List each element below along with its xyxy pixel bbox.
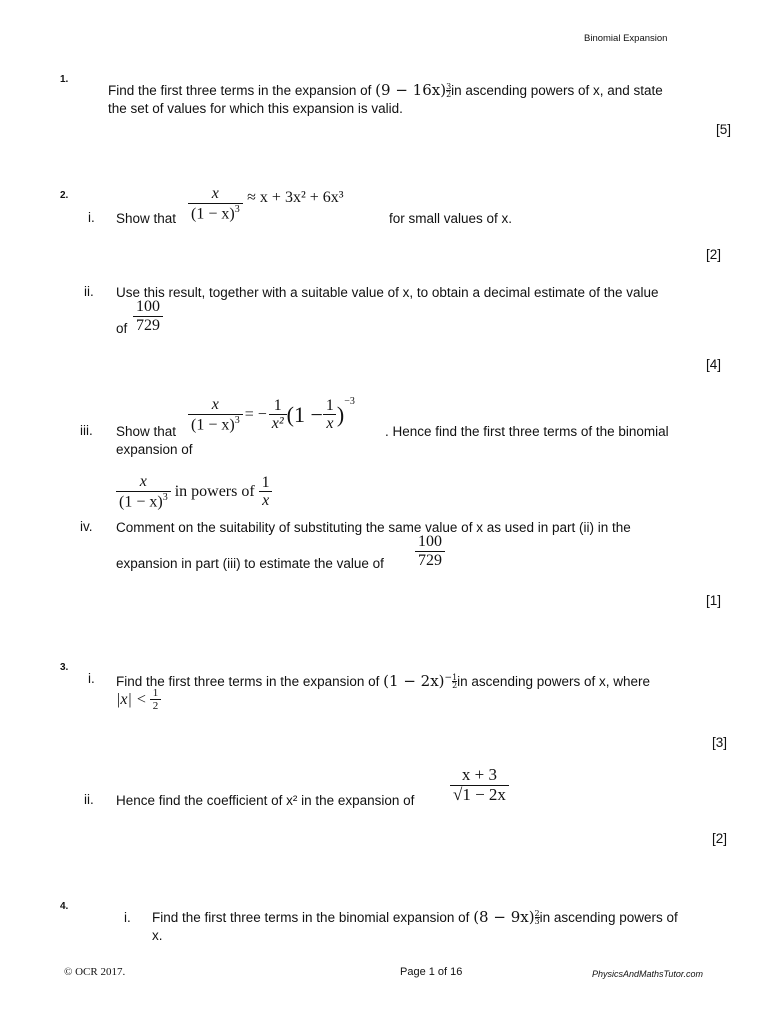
footer-copyright: © OCR 2017. bbox=[64, 966, 126, 978]
q3-ii-fraction: $\frac{x + 3}{√1 - 2x}$ bbox=[450, 766, 509, 804]
q2-iii-text-b: . Hence find the first three terms of the binomial bbox=[385, 424, 669, 439]
q1-marks: [5] bbox=[716, 122, 732, 137]
q3-i-label: i. bbox=[88, 671, 95, 686]
q2-iii-text-c: expansion of bbox=[116, 442, 193, 457]
q2-i-expression: $\frac{x}{(1 - x)^3}$ ≈ x + 3x² + 6x³ bbox=[188, 185, 344, 223]
q2-ii-text-a: Use this result, together with a suitable value of x, to obtain a decimal estimate of the value bbox=[116, 285, 659, 300]
q2-iv-text-a: Comment on the suitability of substituting the same value of x as used in part (ii) in the bbox=[116, 520, 631, 535]
q2-i-approx: ≈ x + 3x² + 6x³ bbox=[247, 188, 344, 206]
q2-iii-identity: $\frac{x}{(1 - x)^3}$ = − $\frac{1}{\text{x²}}$ (1 − $\frac{1}{x}$ ) −3 bbox=[188, 396, 355, 434]
q2-i-marks: [2] bbox=[706, 247, 722, 262]
q4-i-label: i. bbox=[124, 910, 131, 925]
q4-i-expression: (8 − 9x) $\frac{2}{3}$ bbox=[473, 908, 540, 927]
q2-i-text-b: for small values of x. bbox=[389, 211, 513, 226]
question-number-2: 2. bbox=[60, 190, 69, 201]
q4-i-text: Find the first three terms in the binomial expansion of (8 − 9x) $\frac{2}{3}$ in ascending powers of x. bbox=[152, 908, 678, 944]
q2-iv-text-b: expansion in part (iii) to estimate the value of bbox=[116, 556, 384, 571]
q2-iii-text-a: Show that bbox=[116, 424, 177, 439]
q2-ii-fraction: $\frac{100}{729}$ bbox=[133, 298, 163, 334]
q1-text-a: Find the first three terms in the expansion of bbox=[108, 83, 372, 98]
q2-i-text-a: Show that bbox=[116, 211, 177, 226]
q2-iii-expansion-expression: $\frac{x}{(1 - x)^3}$ in powers of $\frac{1}{x}$ bbox=[116, 473, 273, 511]
footer-page-number: Page 1 of 16 bbox=[400, 966, 463, 978]
footer-site: PhysicsAndMathsTutor.com bbox=[592, 969, 704, 979]
q2-ii-label: ii. bbox=[84, 284, 94, 299]
q3-ii-label: ii. bbox=[84, 792, 94, 807]
q2-i-label: i. bbox=[88, 210, 95, 225]
q2-iv-marks: [1] bbox=[706, 593, 722, 608]
question-number-3: 3. bbox=[60, 662, 69, 673]
q3-ii-marks: [2] bbox=[712, 831, 728, 846]
q2-iv-label: iv. bbox=[80, 519, 93, 534]
q3-i-text: Find the first three terms in the expansion of (1 − 2x)− $\frac{1}{2}$ in ascending powers of x, where bbox=[116, 672, 651, 691]
question-1-text bbox=[108, 80, 738, 118]
q3-i-marks: [3] bbox=[712, 735, 728, 750]
q3-ii-text-a: Hence find the coefficient of x² in the expansion of bbox=[116, 793, 415, 808]
q2-ii-marks: [4] bbox=[706, 357, 722, 372]
question-number-1: 1. bbox=[60, 74, 69, 85]
question-number-4: 4. bbox=[60, 901, 69, 912]
q2-iii-label: iii. bbox=[80, 423, 93, 438]
q2-iv-fraction: $\frac{100}{729}$ bbox=[415, 533, 445, 569]
q1-text-b: in ascending powers of x, and state bbox=[451, 83, 663, 98]
q3-i-condition: |x| < $\frac{1}{2}$ bbox=[116, 687, 161, 712]
q1-text-c: the set of values for which this expansion is valid. bbox=[108, 101, 403, 117]
header-title: Binomial Expansion bbox=[584, 33, 668, 44]
q1-expression: (9 − 16x) $\frac{3}{2}$ bbox=[375, 81, 452, 100]
q2-ii-text-b: of bbox=[116, 321, 128, 336]
q3-i-expression: (1 − 2x)− $\frac{1}{2}$ bbox=[383, 672, 458, 691]
